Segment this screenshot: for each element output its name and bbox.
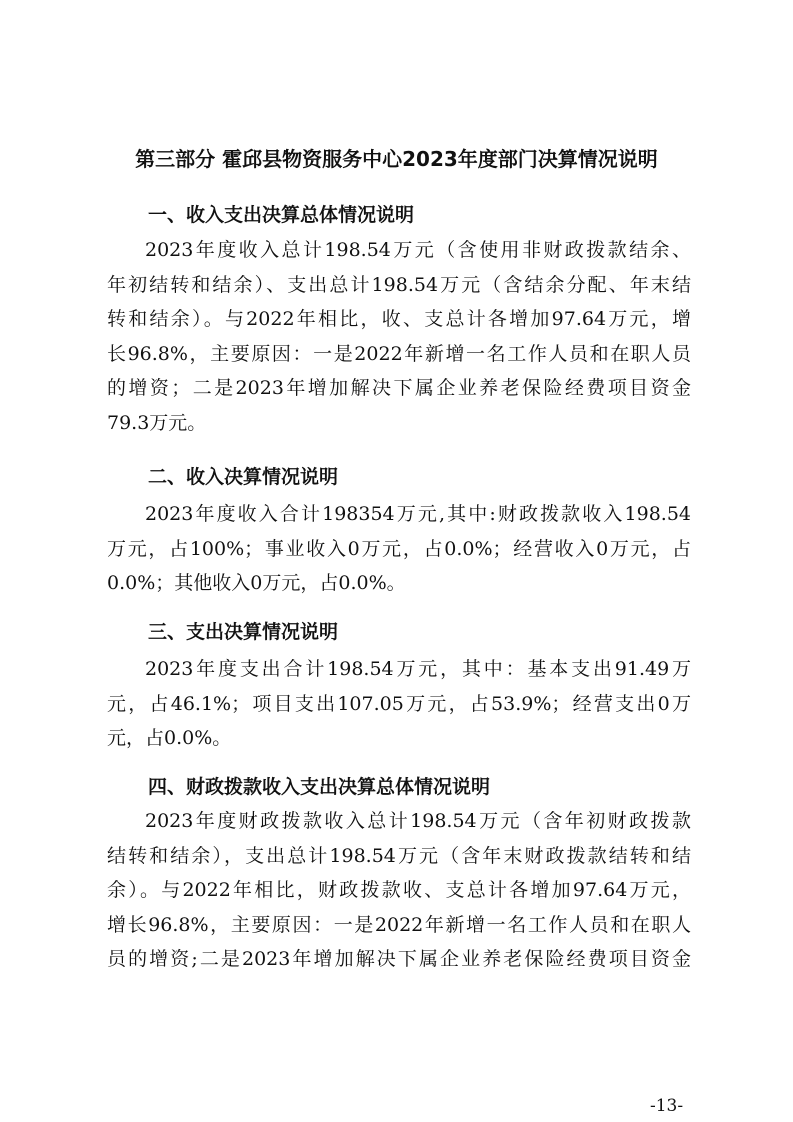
paragraph-line: 结转和结余），支出总计198.54万元（含年末财政拨款结转和结	[107, 844, 691, 867]
section-paragraph-2	[107, 497, 691, 601]
paragraph-line: 增长96.8%，主要原因：一是2022年新增一名工作人员和在职人	[107, 913, 691, 936]
paragraph-line: 79.3万元。	[107, 411, 207, 434]
section-heading-1: 一、收入支出决算总体情况说明	[148, 204, 415, 226]
section-paragraph-3	[107, 652, 691, 756]
section-heading-4: 四、财政拨款收入支出决算总体情况说明	[148, 776, 491, 798]
section-paragraph-1	[107, 233, 691, 440]
paragraph-line: 元，占0.0%。	[107, 727, 232, 749]
paragraph-line: 年初结转和结余）、支出总计198.54万元（含结余分配、年末结	[107, 273, 691, 296]
section-paragraph-4	[107, 804, 691, 977]
page-number: -13-	[650, 1096, 684, 1116]
paragraph-line: 万元，占100%；事业收入0万元，占0.0%；经营收入0万元，占	[107, 537, 691, 560]
page-title: 第三部分 霍邱县物资服务中心2023年度部门决算情况说明	[135, 147, 658, 171]
paragraph-line: 员的增资;二是2023年增加解决下属企业养老保险经费项目资金	[107, 948, 691, 970]
paragraph-line: 2023年度收入合计198354万元,其中:财政拨款收入198.54	[145, 503, 691, 525]
section-heading-3: 三、支出决算情况说明	[148, 621, 339, 643]
paragraph-line: 元，占46.1%；项目支出107.05万元，占53.9%；经营支出0万	[107, 692, 691, 715]
paragraph-line: 2023年度支出合计198.54万元，其中：基本支出91.49万	[145, 658, 691, 680]
paragraph-line: 余）。与2022年相比，财政拨款收、支总计各增加97.64万元，	[107, 879, 691, 901]
paragraph-line: 的增资；二是2023年增加解决下属企业养老保险经费项目资金	[107, 377, 691, 399]
paragraph-line: 0.0%；其他收入0万元，占0.0%。	[107, 572, 406, 594]
paragraph-line: 2023年度收入总计198.54万元（含使用非财政拨款结余、	[145, 239, 691, 261]
paragraph-line: 转和结余）。与2022年相比，收、支总计各增加97.64万元，增	[107, 308, 691, 330]
paragraph-line: 长96.8%，主要原因：一是2022年新增一名工作人员和在职人员	[107, 342, 691, 365]
paragraph-line: 2023年度财政拨款收入总计198.54万元（含年初财政拨款	[145, 810, 691, 832]
section-heading-2: 二、收入决算情况说明	[148, 466, 339, 488]
